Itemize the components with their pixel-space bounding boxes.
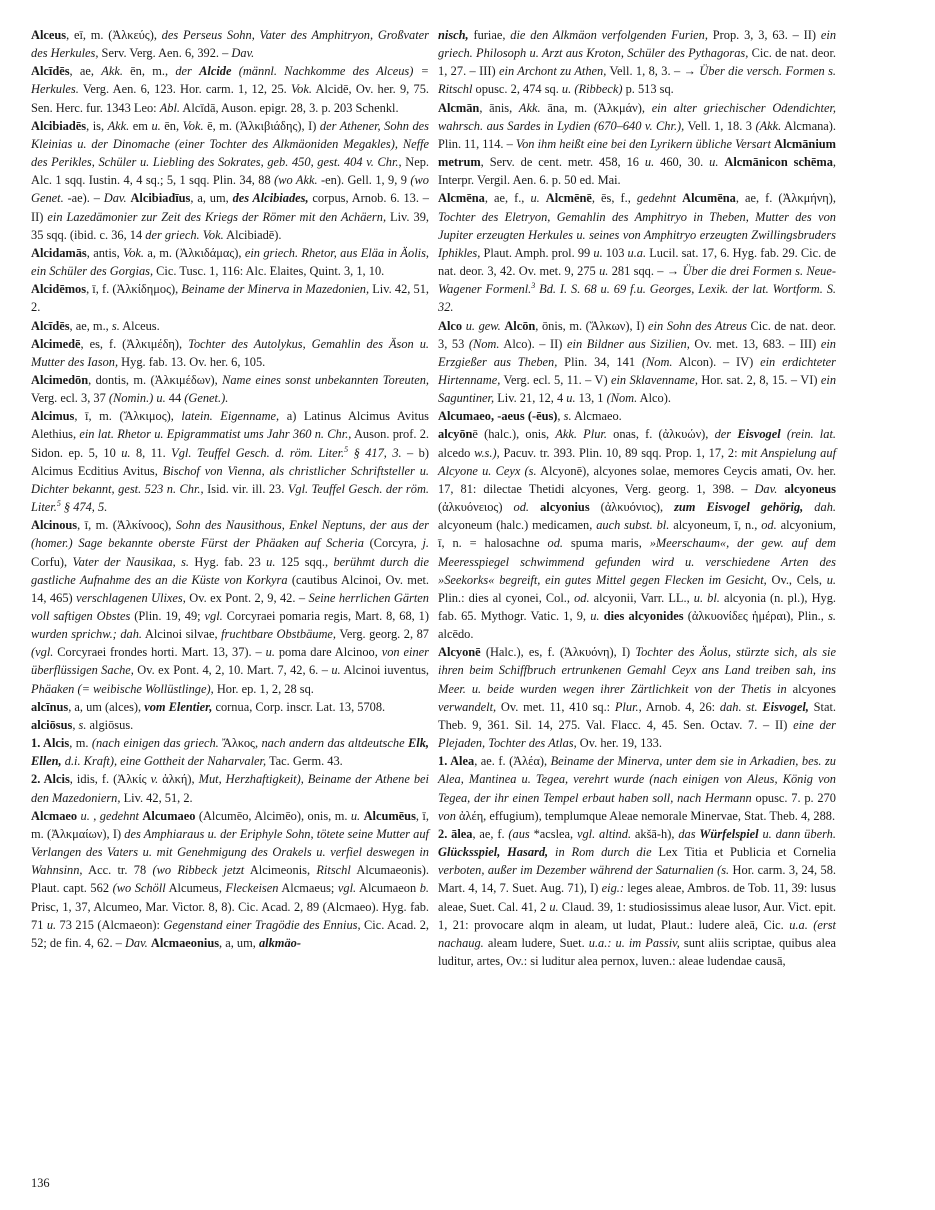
entry-body: , ī, m. (Ἀλκίνοος), Sohn des Nausithous, Enkel Neptuns, der aus der (homer.) Sage bekannte oberste Fürst der Phäaken auf Scheria (Corcyra, j. Corfu), Vater der Nausikaa, s. Hyg. fab. 23 u. 125 sqq., berühmt durch die gastliche Aufnahme des an die Küste von Korkyra (cautibus Alcinoi, Ov. met. 14, 465) verschlagenen Ulixes, Ov. ex Pont. 2, 9, 42. – Seine herrlichen Gärten voll saftigen Obstes (Plin. 19, 49; vgl. Corcyraei pomaria regis, Mart. 8, 68, 1) wurden sprichw.; dah. Alcinoi silvae, fruchtbare Obstbäume, Verg. georg. 2, 87 (vgl. Corcyraei frondes horti. Mart. 13, 37). – u. poma dare Alcinoo, von einer überflüssigen Sache, Ov. ex Pont. 4, 2, 10. Mart. 7, 42, 6. – u. Alcinoi iuventus, Phäaken (= weibische Wollüstlinge), Hor. ep. 1, 2, 28 sq. bbox=[31, 518, 430, 696]
entry-body: , antis, Vok. a, m. (Ἀλκιδάμας), ein griech. Rhetor, aus Eläa in Äolis, ein Schüler des Gorgias, Cic. Tusc. 1, 116: Alc. Elaites, Quint. 3, 1, 10. bbox=[31, 245, 429, 279]
entry-body: nisch, furiae, die den Alkmäon verfolgenden Furien, Prop. 3, 3, 63. – II) ein griech. Philosoph u. Arzt aus Kroton, Schüler des Pythagoras, Cic. de nat. deor. 1, 27. – III) ein Archont zu Athen, Vell. 1, 8, 3. – → Über die versch. Formen s. Ritschl opusc. 2, 474 sq. u. (Ribbeck) p. 513 sq. bbox=[438, 28, 837, 97]
dictionary-entry bbox=[31, 698, 429, 716]
entry-headword: Alcmēna bbox=[438, 191, 485, 206]
entry-body: , is, Akk. em u. ēn, Vok. ē, m. (Ἀλκιβιάδης), I) der Athener, Sohn des Kleinias u. der Dinomache (einer Tochter des Alkmäoniden Megakles), Neffe des Perikles, Schüler u. Liebling des Sokrates, geb. 450, gest. 404 v. Chr., Nep. Alc. 1 sqq. Iustin. 4, 4 sq.; 5, 1 sqq. Plin. 34, 88 (wo Akk. -en). Gell. 1, 9, 9 (wo Genet. -ae). – Dav. Alcibiadīus, a, um, des Alcibiades, corpus, Arnob. 6. 13. – II) ein Lazedämonier zur Zeit des Kriegs der Römer mit den Achäern, Liv. 39, 35 sqq. (ibid. c. 36, 14 der griech. Vok. Alcibiadē). bbox=[31, 118, 429, 242]
dictionary-entry bbox=[31, 244, 429, 280]
entry-headword: Alcidamās bbox=[31, 245, 87, 260]
entry-body: , ae, f., u. Alcmēnē, ēs, f., gedehnt Alcumēna, ae, f. (Ἀλκμήνη), Tochter des Eletryon, Gemahlin des Amphitryo in Theben, Mutter des von Jupiter erzeugten Herkules u. seines von Amphitryo erzeugten Zwillingsbruders Iphikles, Plaut. Amph. prol. 99 u. 103 u.a. Lucil. sat. 17, 6. Hyg. fab. 29. Cic. de nat. deor. 3, 42. Ov. met. 9, 275 u. 281 sqq. – → Über die drei Formen s. Neue-Wagener Formenl.$^3$ Bd. I. S. 68 u. 69 f.u. Georges, Lexik. der lat. Wortform. S. 32. bbox=[438, 191, 836, 315]
dictionary-entry bbox=[438, 317, 836, 408]
entry-body: , ae. f. (Ἀλέα), Beiname der Minerva, unter dem sie in Arkadien, bes. zu Alea, Mantinea u. Tegea, verehrt wurde (nach einigen von Aleus, König von Tegea, der ihr einen Tempel erbaut haben soll, nach Hermann opusc. 7. p. 270 von ἀλέη, effugium), templumque Aleae nemorale Minervae, Stat. Theb. 4, 288. bbox=[438, 754, 836, 823]
entry-headword: Alceus bbox=[31, 28, 67, 42]
entry-body: , ī, m. (Ἄλκιμος), latein. Eigenname, a) Latinus Alcimus Avitus Alethius, ein lat. Rhetor u. Epigrammatist ums Jahr 360 n. Chr., Auson. prof. 2. Sidon. ep. 5, 10 u. 8, 11. Vgl. Teuffel Gesch. d. röm. Liter.$^5$ § 417, 3. – b) Alcimus Ecditius Avitus, Bischof von Vienna, als christlicher Schriftsteller u. Dichter bekannt, gest. 523 n. Chr., Isid. vir. ill. 23. Vgl. Teuffel Gesch. der röm. Liter.$^5$ § 474, 5. bbox=[31, 409, 430, 515]
entry-headword: 2. Alcis bbox=[31, 772, 70, 787]
dictionary-entry bbox=[31, 407, 429, 516]
entry-body: u. , gedehnt Alcumaeo (Alcumēo, Alcimēo), onis, m. u. Alcumēus, ī, m. (Ἀλκμαίων), I) des Amphiaraus u. der Eriphyle Sohn, tötete seine Mutter auf Verlangen des Vaters u. mit Genehmigung des Orakels u. verfiel deswegen in Wahnsinn, Acc. tr. 78 (wo Ribbeck jetzt Alcimeonis, Ritschl Alcumaeonis). Plaut. capt. 562 (wo Schöll Alcumeus, Fleckeisen Alcmaeus; vgl. Alcumaeon b. Prisc, 1, 37, Alcumeo, Mar. Victor. 8, 8). Cic. Acad. 2, 89 (Alcmaeo). Hyg. fab. 71 u. 73 215 (Alcmaeon): Gegenstand einer Tragödie des Ennius, Cic. Acad. 2, 52; de fin. 4, 62. – Dav. Alcmaeonius, a, um, alkmäo- bbox=[31, 808, 430, 950]
dictionary-entry bbox=[438, 425, 836, 643]
dictionary-entry bbox=[438, 407, 836, 425]
entry-body: (Halc.), es, f. (Ἀλκυόνη), I) Tochter des Äolus, stürzte sich, als sie ihren beim Schiffbruch ertrunkenen Gemahl Ceyx ans Land treiben sah, ins Meer. u. beide wurden wegen ihrer Zärtlichkeit von der Thetis in alcyones verwandelt, Ov. met. 11, 410 sq.: Plur., Arnob. 4, 26: dah. st. Eisvogel, Stat. Theb. 9, 361. Sil. 14, 275. Val. Flacc. 4, 45. Sen. Octav. 7. – II) eine der Plejaden, Tochter des Atlas, Ov. her. 19, 133. bbox=[438, 645, 837, 751]
entry-headword: 2. ālea bbox=[438, 826, 473, 841]
dictionary-entry bbox=[31, 26, 429, 62]
left-column bbox=[31, 26, 429, 952]
entry-body: , s. Alcmaeo. bbox=[557, 409, 622, 424]
entry-body: , es, f. (Ἀλκιμέδη), Tochter des Autolykus, Gemahlin des Äson u. Mutter des Iason, Hyg. fab. 13. Ov. her. 6, 105. bbox=[31, 336, 429, 369]
entry-headword: Alcibiadēs bbox=[31, 118, 87, 133]
dictionary-entry bbox=[438, 643, 836, 752]
entry-body: , eī, m. (Ἀλκεύς), des Perseus Sohn, Vater des Amphitryon, Großvater des Herkules, Serv. Verg. Aen. 6, 392. – Dav. bbox=[31, 28, 429, 61]
dictionary-entry bbox=[31, 317, 429, 335]
entry-headword: 1. Alcis bbox=[31, 736, 70, 751]
right-column bbox=[438, 26, 836, 970]
entry-headword: Alcimus bbox=[31, 409, 75, 424]
dictionary-entry bbox=[31, 335, 429, 371]
dictionary-entry bbox=[31, 62, 429, 116]
dictionary-entry bbox=[438, 189, 836, 316]
entry-body: ē (halc.), onis, Akk. Plur. onas, f. (ἀλκυών), der Eisvogel (rein. lat. alcedo w.s.), Pacuv. tr. 393. Plin. 10, 89 sqq. Prop. 1, 17, 2: mit Anspielung auf Alcyone u. Ceyx (s. Alcyonē), alcyones solae, memores Ceycis amati, Ov. her. 17, 81: dilectae Thetidi alcyones, Verg. georg. 1, 398. – Dav. alcyoneus (ἀλκυόνειος) od. alcyonius (ἀλκυόνιος), zum Eisvogel gehörig, dah. alcyoneum (halc.) medicamen, auch subst. bl. alcyoneum, ī, n., od. alcyonium, ī, n. = halosachne od. spuma maris, »Meerschaum«, der gew. auf dem Meeresspiegel schwimmend gefunden wird u. verschiedene Arten des »Seekorks« begreift, ein gutes Mittel gegen Flecken im Gesicht, Ov., Cels, u. Plin.: dies al cyonei, Col., od. alcyonii, Varr. LL., u. bl. alcyonia (n. pl.), Hyg. fab. 65. Mythogr. Vatic. 1, 9, u. dies alcyonides (ἀλκυονίδες ἡμέραι), Plin., s. alcēdo. bbox=[438, 427, 837, 642]
entry-headword: Alcīdēs bbox=[31, 318, 70, 333]
dictionary-entry bbox=[31, 770, 429, 806]
entry-headword: alciōsus bbox=[31, 717, 73, 732]
entry-body: , ānis, Akk. āna, m. (Ἀλκμάν), ein alter griechischer Odendichter, wahrsch. aus Sardes in Lydien (670–640 v. Chr.), Vell. 1, 18. 3 (Akk. Alcmana). Plin. 11, 114. – Von ihm heißt eine bei den Lyrikern übliche Versart Alcmānium metrum, Serv. de cent. metr. 458, 16 u. 460, 30. u. Alcmānicon schēma, Interpr. Vergil. Aen. 6. p. 50 ed. Mai. bbox=[438, 100, 836, 188]
dictionary-entry bbox=[438, 26, 836, 99]
entry-body: , ī, f. (Ἀλκίδημος), Beiname der Minerva in Mazedonien, Liv. 42, 51, 2. bbox=[31, 282, 430, 315]
entry-body: , ae, f. (aus *acslea, vgl. altind. akšā-h), das Würfelspiel u. dann überh. Glücksspiel, Hasard, in Rom durch die Lex Titia et Publicia et Cornelia verboten, außer im Dezember während der Saturnalien (s. Hor. carm. 3, 24, 58. Mart. 4, 14, 7. Suet. Aug. 71), I) eig.: leges aleae, Ambros. de Tob. 11, 39: lusus aleae, Suet. Cal. 41, 2 u. Claud. 39, 1: studiosissimus aleae lusor, Aur. Vict. epit. 1, 21: provocare alqm in aleam, ut ludat, Plaut.: ludere aleā, Cic. u.a. (erst nachaug. aleam ludere, Suet. u.a.: u. im Passiv, sunt aliis scriptae, quibus alea luditur, artes, Ov.: si luditur alea pernox, luven.: aleae ludendae causā, bbox=[438, 826, 836, 968]
dictionary-entry bbox=[31, 280, 429, 316]
entry-headword: Alcmaeo bbox=[31, 808, 78, 823]
entry-body: u. gew. Alcōn, ōnis, m. (Ἄλκων), I) ein Sohn des Atreus Cic. de nat. deor. 3, 53 (Nom. Alco). – II) ein Bildner aus Sizilien, Ov. met. 13, 683. – III) ein Erzgießer aus Theben, Plin. 34, 141 (Nom. Alcon). – IV) ein erdichteter Hirtenname, Verg. ecl. 5, 11. – V) ein Sklavenname, Hor. sat. 2, 8, 15. – VI) ein Saguntiner, Liv. 21, 12, 4 u. 13, 1 (Nom. Alco). bbox=[438, 318, 837, 406]
entry-body: , ae, m., s. Alceus. bbox=[69, 318, 160, 333]
entry-headword: alcīnus bbox=[31, 699, 69, 714]
entry-headword: Alcimedē bbox=[31, 336, 81, 351]
dictionary-entry bbox=[438, 99, 836, 190]
entry-headword: Alcumaeo, -aeus (-ēus) bbox=[438, 409, 558, 424]
entry-headword: Alcyonē bbox=[438, 645, 481, 660]
entry-headword: Alcīdēs bbox=[31, 64, 70, 79]
entry-body: , a, um (alces), vom Elentier, cornua, Corp. inscr. Lat. 13, 5708. bbox=[68, 699, 386, 714]
entry-body: , s. algiōsus. bbox=[72, 717, 134, 732]
dictionary-entry bbox=[31, 371, 429, 407]
entry-headword: Alcmān bbox=[438, 100, 480, 115]
dictionary-entry bbox=[31, 807, 429, 952]
entry-headword: Alcimedōn bbox=[31, 372, 89, 387]
entry-body: , m. (nach einigen das griech. Ἄλκος, nach andern das altdeutsche Elk, Ellen, d.i. Kraft), eine Gottheit der Naharvaler, Tac. Germ. 43. bbox=[31, 736, 429, 769]
dictionary-entry bbox=[438, 752, 836, 825]
dictionary-entry bbox=[438, 825, 836, 970]
entry-headword: alcyōn bbox=[438, 427, 473, 442]
entry-body: , ae, Akk. ēn, m., der Alcide (männl. Nachkomme des Alceus) = Herkules. Verg. Aen. 6, 123. Hor. carm. 1, 12, 25. Vok. Alcidē, Ov. her. 9, 75. Sen. Herc. fur. 1343 Leo: Abl. Alcīdā, Auson. epigr. 28, 3. p. 203 Schenkl. bbox=[31, 64, 429, 115]
page-number: 136 bbox=[31, 1176, 50, 1190]
dictionary-entry bbox=[31, 117, 429, 244]
entry-body: , idis, f. (Ἀλκίς v. ἀλκή), Mut, Herzhaftigkeit), Beiname der Athene bei den Mazedoniern, Liv. 42, 51, 2. bbox=[31, 772, 429, 805]
entry-headword: 1. Alea bbox=[438, 754, 475, 769]
dictionary-entry bbox=[31, 716, 429, 734]
entry-body: , dontis, m. (Ἀλκιμέδων), Name eines sonst unbekannten Toreuten, Verg. ecl. 3, 37 (Nomin.) u. 44 (Genet.). bbox=[31, 372, 429, 406]
entry-headword: Alcinous bbox=[31, 518, 78, 533]
dictionary-entry bbox=[31, 516, 429, 698]
dictionary-entry bbox=[31, 734, 429, 770]
entry-headword: Alco bbox=[438, 318, 463, 333]
entry-headword: Alcidēmos bbox=[31, 282, 87, 297]
